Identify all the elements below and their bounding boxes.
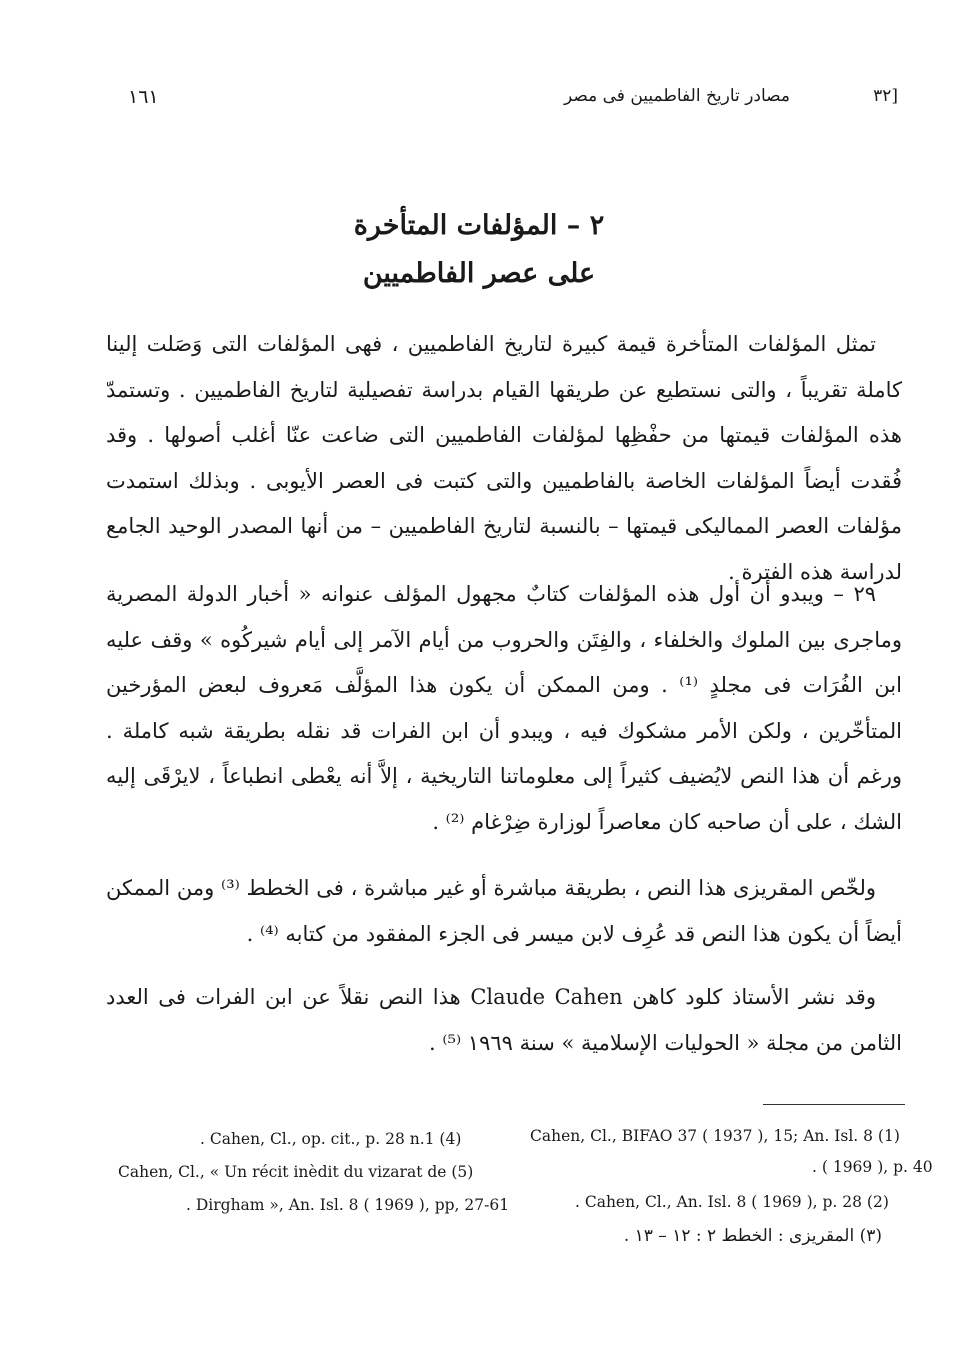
header-reference: [٣٢ [873, 86, 898, 106]
header-title: مصادر تاريخ الفاطميين فى مصر [563, 86, 790, 106]
page-number: ١٦١ [128, 86, 159, 108]
paragraph-4-text: وقد نشر الأستاذ كلود كاهن Claude Cahen هذا النص نقلاً عن ابن الفرات فى العدد الثامن من مجلة « الحوليات الإسلامية » سنة ١٩٦٩ ⁽⁵⁾ . [106, 985, 902, 1055]
footnote-2: . Cahen, Cl., An. Isl. 8 ( 1969 ), p. 28 (2) [575, 1193, 889, 1211]
footnote-1-line-1: Cahen, Cl., BIFAO 37 ( 1937 ), 15; An. Isl. 8 (1) [530, 1127, 900, 1145]
section-subheading: على عصر الفاطميين [362, 258, 596, 289]
footnote-5-line-1: Cahen, Cl., « Un récit inèdit du vizarat de (5) [118, 1163, 474, 1181]
paragraph-1 [106, 322, 902, 595]
footnote-divider [763, 1104, 905, 1105]
footnote-1-line-2: . ( 1969 ), p. 40 [812, 1158, 933, 1176]
footnote-4: . Cahen, Cl., op. cit., p. 28 n.1 (4) [200, 1130, 462, 1148]
paragraph-3-text: ولخّص المقريزى هذا النص ، بطريقة مباشرة أو غير مباشرة ، فى الخطط ⁽³⁾ ومن الممكن أيضاً أن يكون هذا النص قد عُرِف لابن ميسر فى الجزء المفقود من كتابه ⁽⁴⁾ . [106, 876, 902, 946]
paragraph-4 [106, 975, 902, 1066]
paragraph-1-text: تمثل المؤلفات المتأخرة قيمة كبيرة لتاريخ الفاطميين ، فهى المؤلفات التى وَصَلت إلينا كاملة تقريباً ، والتى نستطيع عن طريقها القيام بدراسة تفصيلية لتاريخ الفاطميين . وتستمدّ هذه المؤلفات قيمتها من حفْظِها لمؤلفات الفاطميين التى ضاعت عنّا أغلب أصولها . وقد فُقدت أيضاً المؤلفات الخاصة بالفاطميين والتى كتبت فى العصر الأيوبى . وبذلك استمدت مؤلفات العصر المماليكى قيمتها – بالنسبة لتاريخ الفاطميين – من أنها المصدر الوحيد الجامع لدراسة هذه الفترة . [106, 332, 902, 584]
section-heading: ٢ – المؤلفات المتأخرة [353, 210, 605, 241]
paragraph-2-text: ٢٩ – ويبدو أن أول هذه المؤلفات كتابٌ مجهول المؤلف عنوانه « أخبار الدولة المصرية وماجرى بين الملوك والخلفاء ، والفِتَن والحروب من أيام الآمر إلى أيام شيركُوه » وقف عليه ابن الفُرَات فى مجلدٍ ⁽¹⁾ . ومن الممكن أن يكون هذا المؤلَّف مَعروف لبعض المؤرخين المتأخّرين ، ولكن الأمر مشكوك فيه ، ويبدو أن ابن الفرات قد نقله بطريقة شبه كاملة . ورغم أن هذا النص لايُضيف كثيراً إلى معلوماتنا التاريخية ، إلاَّ أنه يعْطى انطباعاً ، لايرْقَى إليه الشك ، على أن صاحبه كان معاصراً لوزارة ضِرْغام ⁽²⁾ . [106, 582, 902, 834]
footnote-3: (٣) المقريزى : الخطط ٢ : ١٢ – ١٣ . [623, 1226, 882, 1246]
footnote-5-line-2: . Dirgham », An. Isl. 8 ( 1969 ), pp, 27-61 [186, 1196, 510, 1214]
paragraph-2 [106, 572, 902, 845]
paragraph-3 [106, 866, 902, 957]
